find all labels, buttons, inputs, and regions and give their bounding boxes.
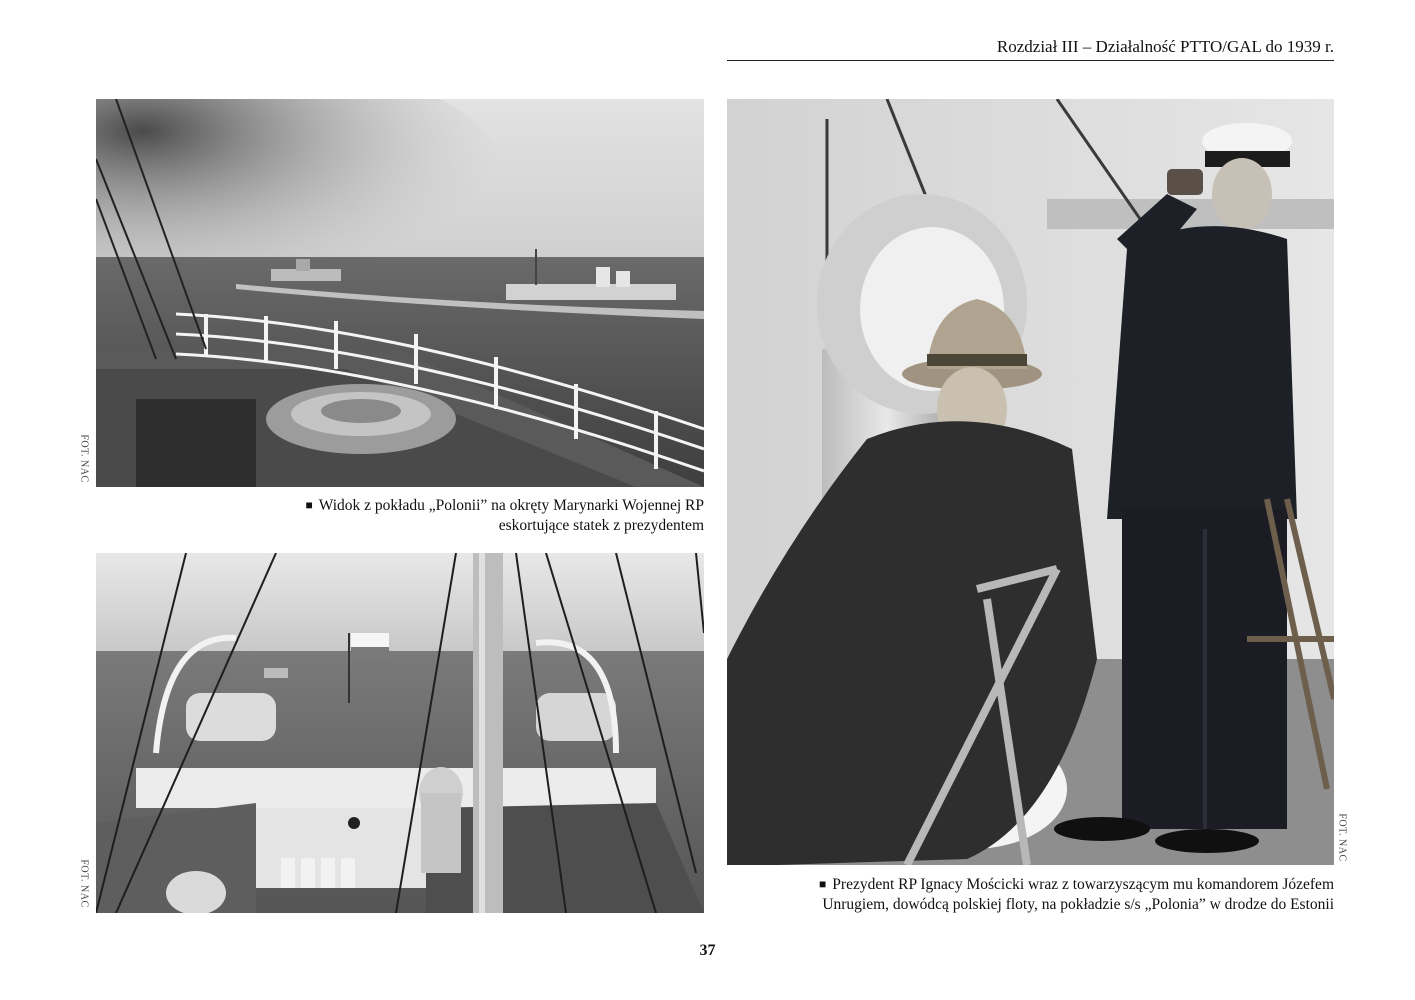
photo-warships-escort bbox=[96, 99, 704, 487]
photo-president-commander bbox=[727, 99, 1334, 865]
page-number: 37 bbox=[699, 942, 716, 959]
photo-credit-2: FOT. NAC bbox=[78, 859, 90, 908]
photo-warships-escort-image bbox=[96, 99, 704, 487]
photo-president-commander-image bbox=[727, 99, 1334, 865]
caption-warships bbox=[96, 495, 704, 536]
running-header-title: Rozdział III – Działalność PTTO/GAL do 1939 r. bbox=[996, 37, 1334, 56]
photo-ship-deck-image bbox=[96, 553, 704, 913]
caption-president-line-1 bbox=[727, 874, 1334, 895]
caption-warships-text-1: Widok z pokładu „Polonii” na okręty Marynarki Wojennej RP bbox=[318, 497, 704, 514]
caption-bullet-icon: ■ bbox=[305, 498, 313, 512]
photo-credit-3: FOT. NAC bbox=[1336, 813, 1348, 862]
caption-president-line-2: Unrugiem, dowódcą polskiej floty, na pokładzie s/s „Polonia” w drodze do Estonii bbox=[822, 896, 1334, 913]
caption-bullet-icon: ■ bbox=[819, 877, 827, 891]
caption-president-text-1: Prezydent RP Ignacy Mościcki wraz z towarzyszącym mu komandorem Józefem bbox=[832, 876, 1334, 893]
photo-ship-deck bbox=[96, 553, 704, 913]
photo-credit-1: FOT. NAC bbox=[78, 434, 90, 483]
caption-president bbox=[727, 874, 1334, 915]
caption-warships-line-2: eskortujące statek z prezydentem bbox=[498, 517, 704, 534]
running-header bbox=[727, 36, 1334, 61]
caption-warships-line-1 bbox=[96, 495, 704, 516]
